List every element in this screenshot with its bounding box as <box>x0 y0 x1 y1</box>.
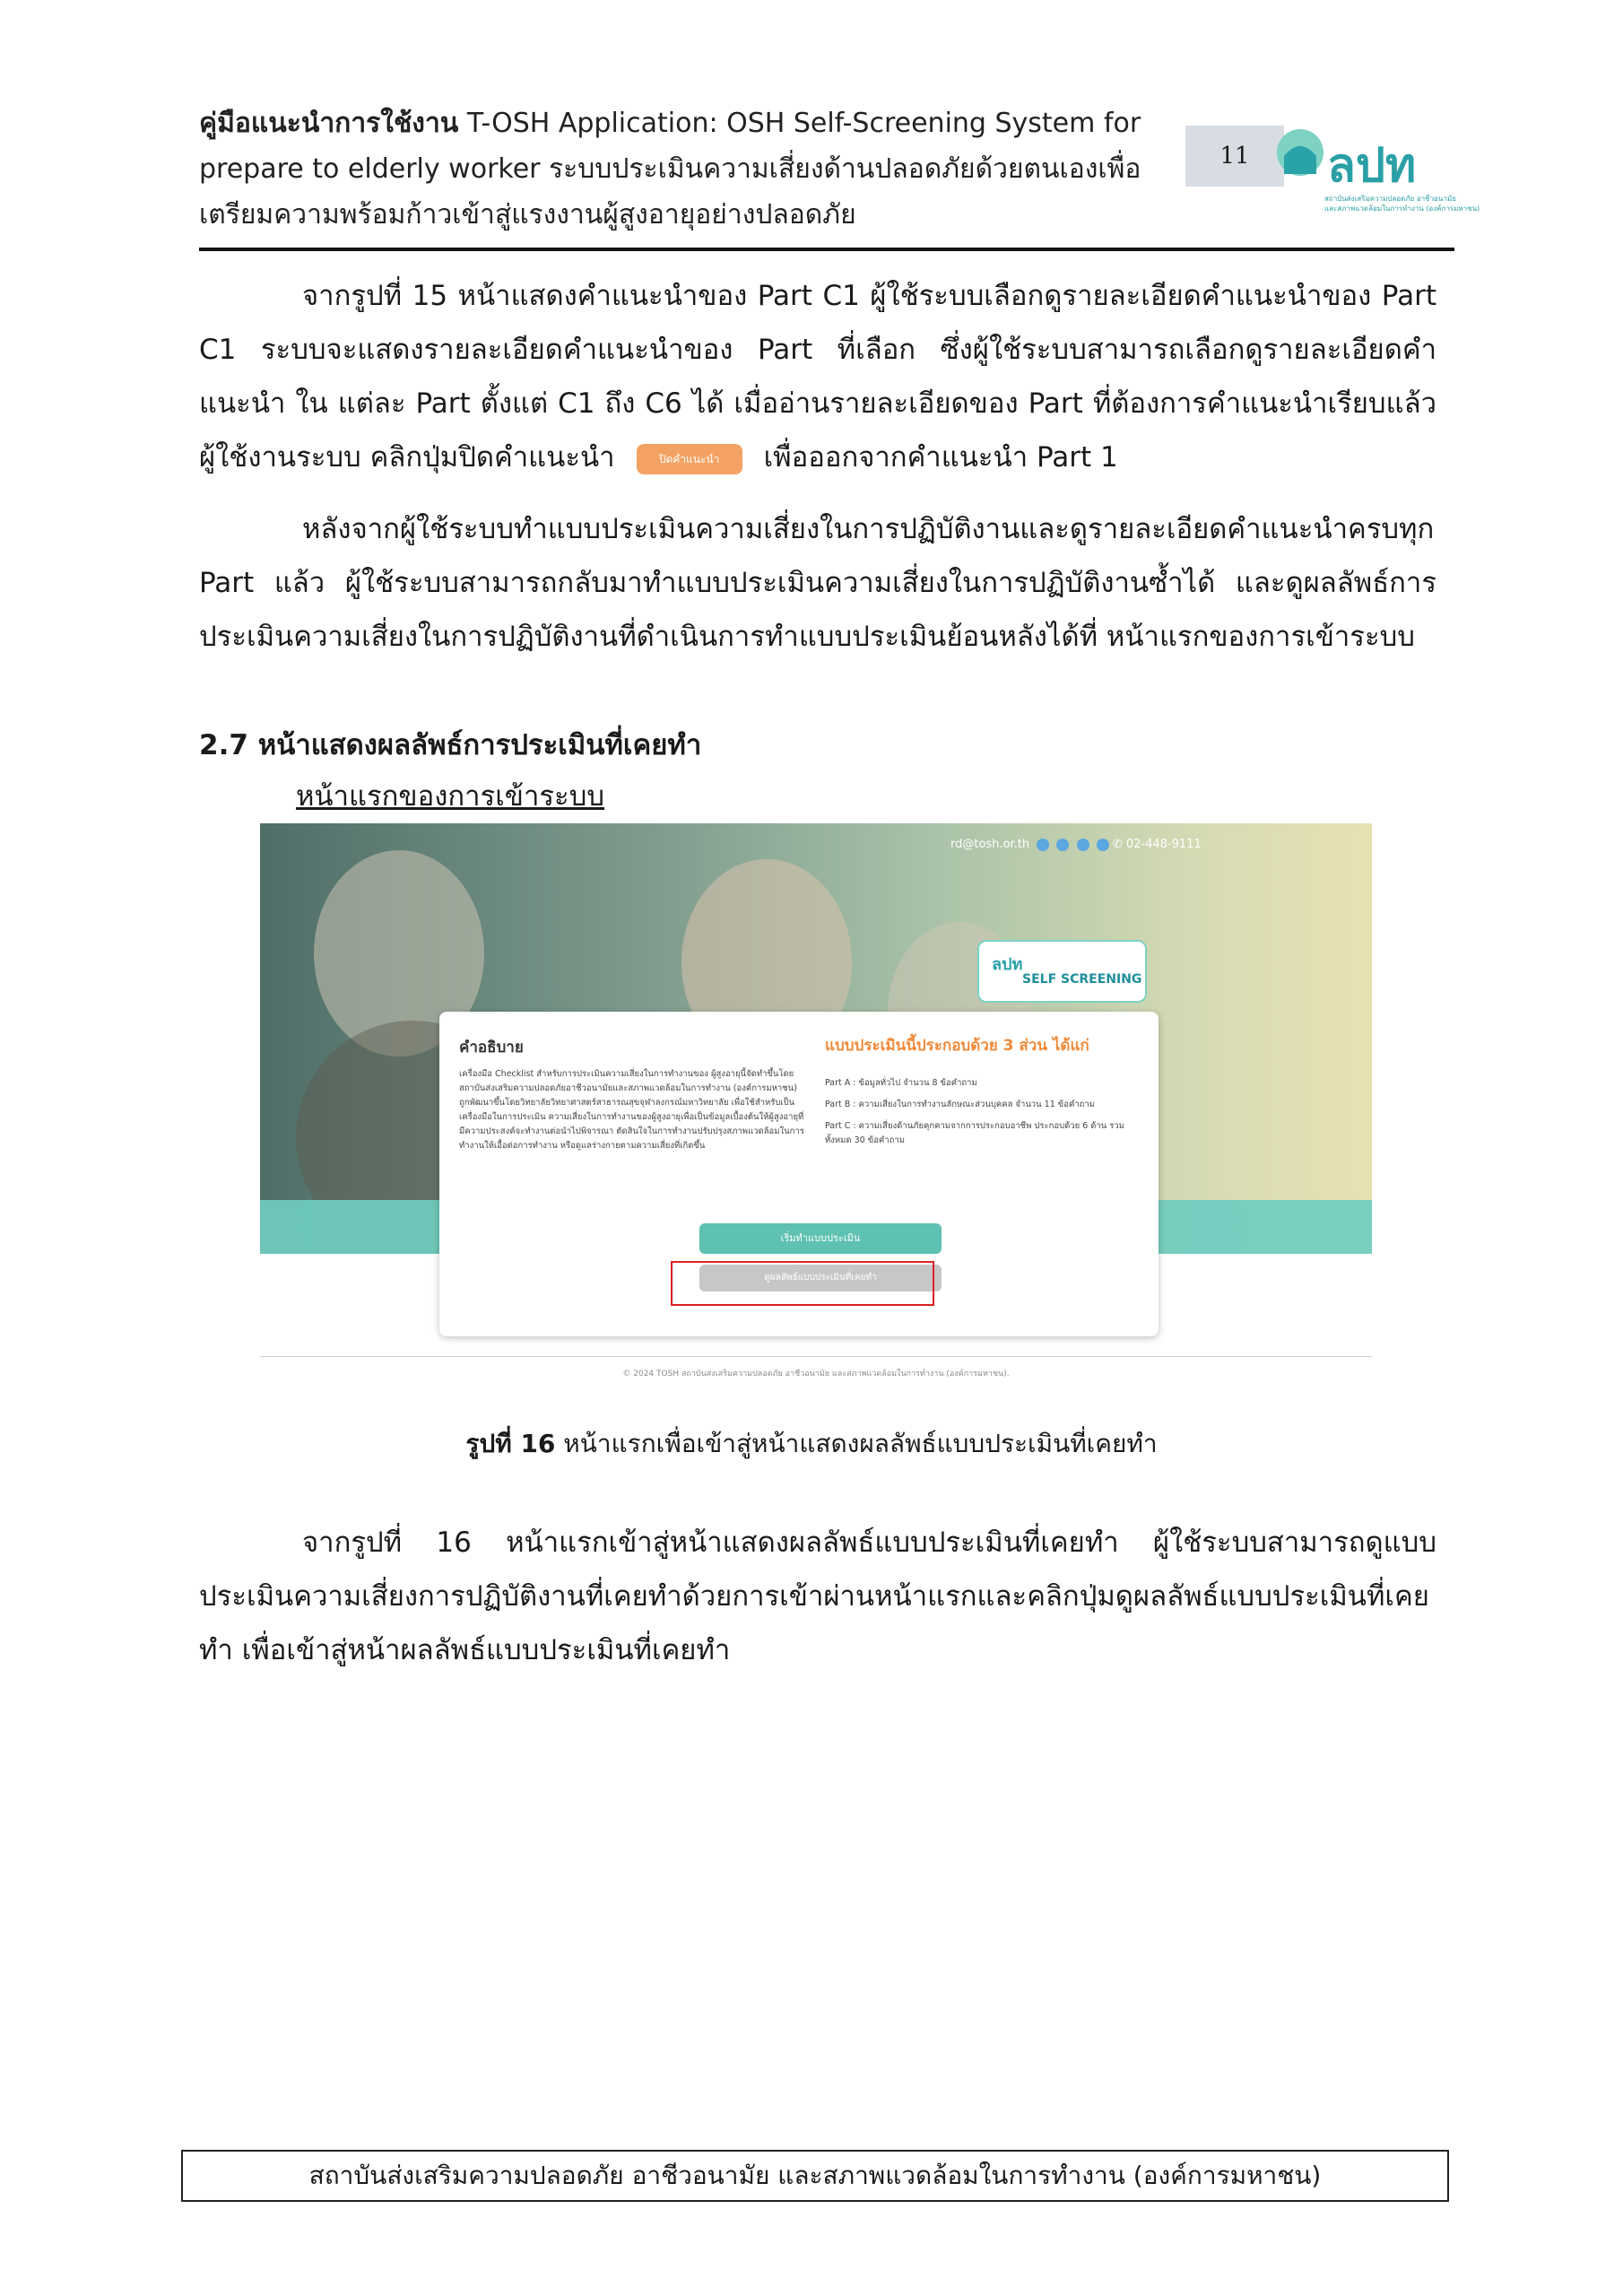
section-subheading: หน้าแรกของการเข้าระบบ <box>296 780 605 813</box>
figure-caption <box>0 1424 1623 1464</box>
header-title <box>199 100 1185 238</box>
highlight-box <box>671 1261 934 1306</box>
part-a-item: Part A : ข้อมูลทั่วไป จำนวน 8 ข้อคำถาม <box>825 1078 977 1088</box>
facebook-icon[interactable] <box>1037 839 1049 851</box>
screenshot-footer: © 2024 TOSH สถาบันส่งเสริมความปลอดภัย อาชีวอนามัย และสภาพแวดล้อมในการทำงาน (องค์การมหาชน). <box>622 1370 1010 1378</box>
badge-logo: ลปท <box>992 955 1023 974</box>
start-assessment-button[interactable]: เริ่มทำแบบประเมิน <box>699 1223 942 1254</box>
paragraph-1 <box>199 269 1436 484</box>
parts-title: แบบประเมินนี้ประกอบด้วย 3 ส่วน ได้แก่ <box>825 1037 1089 1055</box>
self-screening-badge <box>977 940 1147 1003</box>
phone-icon: ✆ <box>1112 838 1123 851</box>
tosh-logo-icon <box>1257 118 1480 222</box>
header-line-3: เตรียมความพร้อมก้าวเข้าสู่แรงงานผู้สูงอายุอย่างปลอดภัย <box>199 199 856 230</box>
view-past-results-button[interactable]: ดูผลลัพธ์แบบประเมินที่เคยทำ <box>699 1265 942 1292</box>
page-footer <box>181 2150 1449 2202</box>
screenshot-footer-divider <box>260 1356 1372 1357</box>
screenshot-figure <box>260 823 1372 1387</box>
figure-label: รูปที่ 16 <box>465 1429 556 1458</box>
contact-phone[interactable]: 02-448-9111 <box>1125 838 1202 851</box>
figure-caption-text: หน้าแรกเพื่อเข้าสู่หน้าแสดงผลลัพธ์แบบประเมินที่เคยทำ <box>555 1429 1158 1458</box>
contact-email[interactable]: rd@tosh.or.th <box>950 838 1030 851</box>
header-divider <box>199 248 1454 251</box>
section-heading: 2.7 หน้าแสดงผลลัพธ์การประเมินที่เคยทำ <box>199 729 702 761</box>
paragraph-1-tail: เพื่อออกจากคำแนะนำ Part 1 <box>763 441 1118 474</box>
description-title: คำอธิบาย <box>459 1039 524 1057</box>
youtube-icon[interactable] <box>1056 839 1069 851</box>
footer-text: สถาบันส่งเสริมความปลอดภัย อาชีวอนามัย และสภาพแวดล้อมในการทำงาน (องค์การมหาชน) <box>308 2161 1322 2190</box>
description-body: เครื่องมือ Checklist สำหรับการประเมินความเสี่ยงในการทำงานของ ผู้สูงอายุนี้จัดทำขึ้นโดยสถาบันส่งเสริมความปลอดภัยอาชีวอนามัยและสภาพแวดล้อมในการทำงาน (องค์การมหาชน) ถูกพัฒนาขึ้นโดยวิทยาลัยวิทยาศาสตร์สาธารณสุขจุฬาลงกรณ์มหาวิทยาลัย เพื่อใช้สำหรับเป็นเครื่องมือในการประเมิน ความเสี่ยงในการทำงานของผู้สูงอายุเพื่อเป็นข้อมูลเบื้องต้นให้ผู้สูงอายุที่มีความประสงค์จะทำงานต่อนำไปพิจารณา ตัดสินใจในการทำงานปรับปรุงสภาพแวดล้อมในการทำงานให้เอื้อต่อการทำงาน หรือดูแลร่างกายตามความเสี่ยงที่เกิดขึ้น <box>459 1069 804 1151</box>
paragraph-1-text: จากรูปที่ 15 หน้าแสดงคำแนะนำของ Part C1 ผู้ใช้ระบบเลือกดูรายละเอียดคำแนะนำของ Part C1 ระบบจะแสดงรายละเอียดคำแนะนำของ Part ที่เลือก ซึ่งผู้ใช้ระบบสามารถเลือกดูรายละเอียดคำแนะนำ ใน แต่ละ Part ตั้งแต่ C1 ถึง C6 ได้ เมื่ออ่านรายละเอียดของ Part ที่ต้องการคำแนะนำเรียบแล้ว ผู้ใช้งานระบบ คลิกปุ่มปิดคำแนะนำ <box>199 280 1436 474</box>
part-b-item: Part B : ความเสี่ยงในการทำงานลักษณะส่วนบุคคล จำนวน 11 ข้อคำถาม <box>825 1100 1096 1109</box>
close-guidance-button-illustration: ปิดคำแนะนำ <box>637 444 742 474</box>
part-c-item: Part C : ความเสี่ยงด้านภัยคุกคามจากการประกอบอาชีพ ประกอบด้วย 6 ด้าน รวมทั้งหมด 30 ข้อคำถาม <box>825 1121 1124 1145</box>
logo-wordmark: ลปท <box>1327 139 1417 193</box>
paragraph-2: หลังจากผู้ใช้ระบบทำแบบประเมินความเสี่ยงในการปฏิบัติงานและดูรายละเอียดคำแนะนำครบทุก Part แล้ว ผู้ใช้ระบบสามารถกลับมาทำแบบประเมินความเสี่ยงในการปฏิบัติงานซ้ำได้ และดูผลลัพธ์การประเมินความเสี่ยงในการปฏิบัติงานที่ดำเนินการทำแบบประเมินย้อนหลังได้ที่ หน้าแรกของการเข้าระบบ <box>199 513 1436 653</box>
instagram-icon[interactable] <box>1097 839 1109 851</box>
contact-bar <box>950 838 1202 851</box>
paragraph-3: จากรูปที่ 16 หน้าแรกเข้าสู่หน้าแสดงผลลัพธ์แบบประเมินที่เคยทำ ผู้ใช้ระบบสามารถดูแบบประเมินความเสี่ยงการปฏิบัติงานที่เคยทำด้วยการเข้าผ่านหน้าแรกและคลิกปุ่มดูผลลัพธ์แบบประเมินที่เคยทำ เพื่อเข้าสู่หน้าผลลัพธ์แบบประเมินที่เคยทำ <box>199 1526 1436 1666</box>
line-icon[interactable] <box>1077 839 1089 851</box>
logo-caption-2: และสภาพแวดล้อมในการทำงาน (องค์การมหาชน) <box>1324 204 1480 213</box>
header-title-rest: T-OSH Application: OSH Self-Screening System for <box>458 108 1141 139</box>
badge-text: SELF SCREENING <box>1022 972 1142 987</box>
page-number: 11 <box>1219 143 1250 170</box>
header-line-2: prepare to elderly worker ระบบประเมินความเสี่ยงด้านปลอดภัยด้วยตนเองเพื่อ <box>199 153 1141 185</box>
logo-caption-1: สถาบันส่งเสริมความปลอดภัย อาชีวอนามัย <box>1324 195 1456 203</box>
header-title-bold: คู่มือแนะนำการใช้งาน <box>199 108 459 139</box>
tosh-logo <box>1257 118 1480 222</box>
parts-list <box>825 1076 1148 1155</box>
